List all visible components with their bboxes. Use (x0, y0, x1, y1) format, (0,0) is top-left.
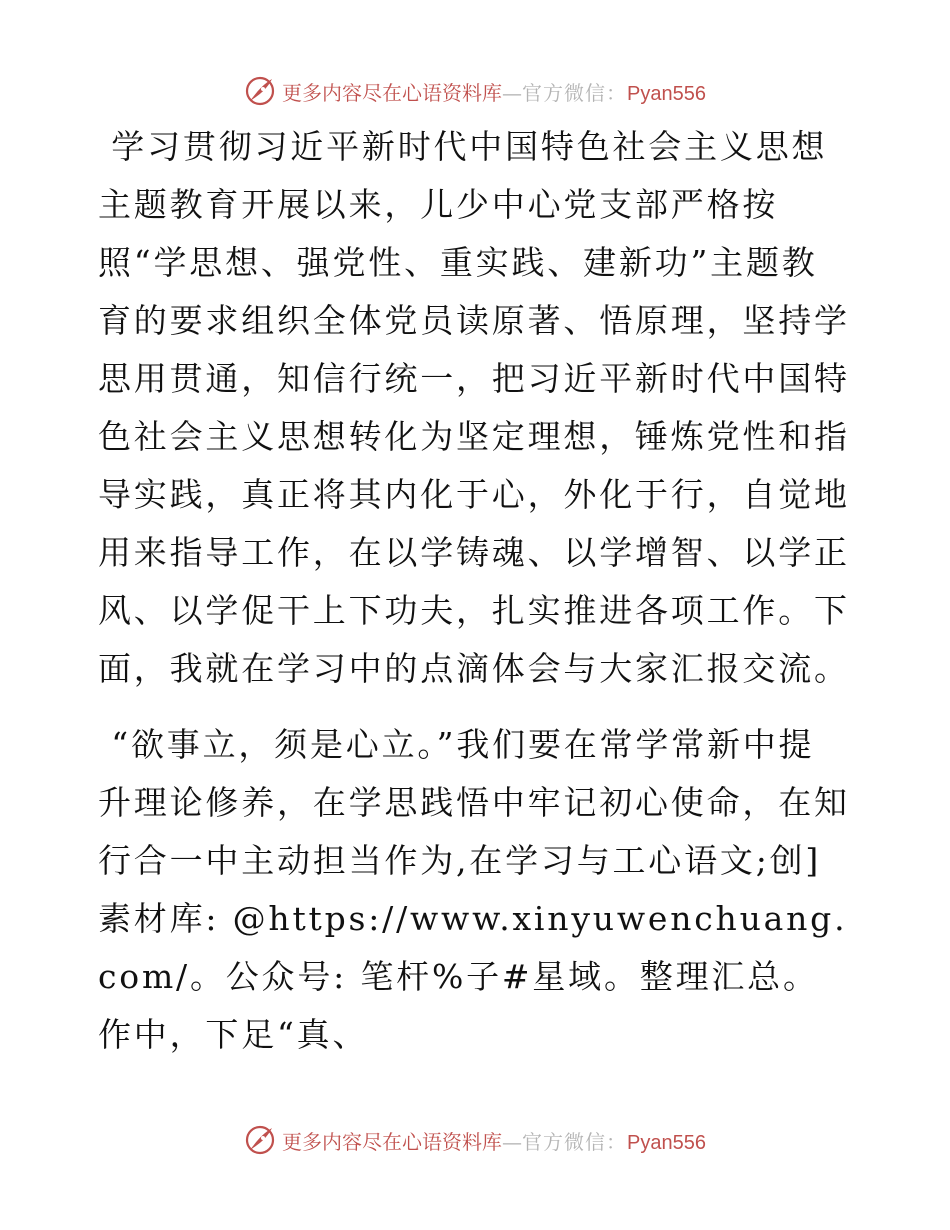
header-banner-wechat: Pyan556 (627, 82, 706, 105)
footer-banner-text (282, 1126, 706, 1155)
document-body (98, 118, 850, 1064)
footer-banner-wechat: Pyan556 (627, 1131, 706, 1154)
footer-banner (0, 1120, 950, 1160)
header-banner-dash: — (502, 80, 523, 105)
header-banner-text (282, 77, 706, 106)
quill-pen-logo-icon (244, 1124, 276, 1156)
footer-banner-official: 官方微信： (522, 1129, 628, 1154)
paragraph-1: 学习贯彻习近平新时代中国特色社会主义思想主题教育开展以来，儿少中心党支部严格按照“学思想、强党性、重实践、建新功”主题教育的要求组织全体党员读原著、悟原理，坚持学思用贯通，知信行统一，把习近平新时代中国特色社会主义思想转化为坚定理想，锤炼党性和指导实践，真正将其内化于心，外化于行，自觉地用来指导工作，在以学铸魂、以学增智、以学正风、以学促干上下功夫，扎实推进各项工作。下面，我就在学习中的点滴体会与大家汇报交流。 (98, 127, 850, 688)
footer-banner-main: 更多内容尽在心语资料库 (282, 1129, 503, 1154)
paragraph-2: “欲事立，须是心立。”我们要在常学常新中提升理论修养，在学思践悟中牢记初心使命，在知行合一中主动担当作为,在学习与工心语文;创]素材库: @https://www.xinyuwenchuang.com/。公众号: 笔杆%子#星域。整理汇总。作中，下足“真、 (98, 725, 850, 1054)
header-banner-main: 更多内容尽在心语资料库 (282, 80, 503, 105)
footer-banner-dash: — (502, 1129, 523, 1154)
header-banner-official: 官方微信： (522, 80, 628, 105)
header-banner (0, 71, 950, 111)
quill-pen-logo-icon (244, 75, 276, 107)
